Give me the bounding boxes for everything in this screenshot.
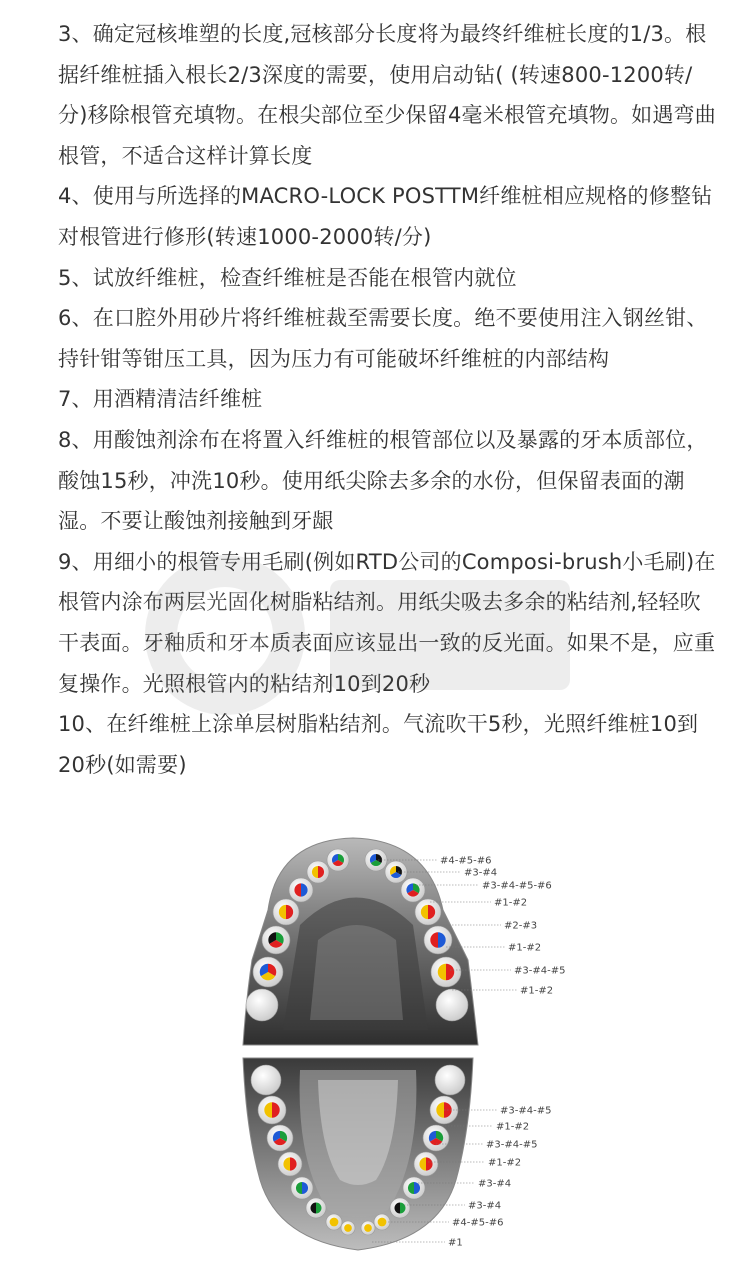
lower-tooth-right [403, 1177, 425, 1199]
dot-segment [330, 1218, 339, 1227]
upper-tooth-left [253, 957, 283, 987]
callout-label-upper: #2-#3 [504, 920, 538, 932]
step-8: 8、用酸蚀剂涂布在将置入纤维桩的根管部位以及暴露的牙本质部位，酸蚀15秒，冲洗10秒。使用纸尖除去多余的水份，但保留表面的潮湿。不要让酸蚀剂接触到牙龈 [58, 427, 708, 534]
upper-tooth-left [289, 878, 313, 902]
dot-segment [344, 1224, 352, 1232]
lower-tooth-left [341, 1221, 355, 1235]
upper-tooth-left [262, 926, 290, 954]
step-3: 3、确定冠核堆塑的长度,冠核部分长度将为最终纤维桩长度的1/3。根据纤维桩插入根长2/3深度的需要，使用启动钻( (转速800-1200转/分)移除根管充填物。在根尖部位至少保留4毫米根管充填物。如遇弯曲根管，不适合这样计算长度 [58, 22, 716, 168]
callout-label-lower: #3-#4-#5 [500, 1105, 552, 1117]
lower-tooth-left [278, 1152, 302, 1176]
dot-segment [364, 1224, 372, 1232]
callout-label-lower: #1 [448, 1237, 463, 1249]
lower-tooth-left [267, 1125, 293, 1151]
upper-tooth-left [307, 861, 329, 883]
instruction-text [58, 14, 718, 785]
upper-tooth-right [365, 849, 387, 871]
lower-tooth-right [435, 1065, 465, 1095]
upper-tooth-right [385, 861, 407, 883]
callout-label-upper: #1-#2 [508, 942, 542, 954]
upper-tooth-left [327, 849, 349, 871]
lower-tooth-left [251, 1065, 281, 1095]
lower-tooth-left [326, 1214, 342, 1230]
dot-segment [378, 1218, 387, 1227]
callout-label-upper: #1-#2 [520, 985, 554, 997]
callout-label-upper: #3-#4-#5 [514, 965, 566, 977]
callout-label-upper: #3-#4 [464, 867, 498, 879]
step-9: 9、用细小的根管专用毛刷(例如RTD公司的Composi-brush小毛刷)在根管内涂布两层光固化树脂粘结剂。用纸尖吸去多余的粘结剂,轻轻吹干表面。牙釉质和牙本质表面应该显出一致的反光面。如果不是，应重复操作。光照根管内的粘结剂10到20秒 [58, 549, 716, 696]
lower-tooth-left [258, 1096, 286, 1124]
dental-arch-diagram [238, 830, 578, 1260]
step-5: 5、试放纤维桩，检查纤维桩是否能在根管内就位 [58, 265, 517, 290]
lower-tooth-left [306, 1198, 326, 1218]
lower-tooth-right [390, 1198, 410, 1218]
lower-tooth-left [291, 1177, 313, 1199]
lower-tooth-right [414, 1152, 438, 1176]
callout-label-upper: #4-#5-#6 [440, 855, 492, 867]
callout-label-lower: #3-#4-#5 [486, 1139, 538, 1151]
callout-label-upper: #3-#4-#5-#6 [482, 880, 552, 892]
callout-label-upper: #1-#2 [494, 897, 528, 909]
step-10: 10、在纤维桩上涂单层树脂粘结剂。气流吹干5秒，光照纤维桩10到20秒(如需要) [58, 712, 699, 777]
step-4: 4、使用与所选择的MACRO-LOCK POSTTM纤维桩相应规格的修整钻对根管进行修形(转速1000-2000转/分) [58, 184, 713, 249]
upper-tooth-right [415, 899, 441, 925]
upper-tooth-right [431, 957, 461, 987]
callout-label-lower: #1-#2 [488, 1157, 522, 1169]
step-7: 7、用酒精清洁纤维桩 [58, 387, 263, 412]
callout-label-lower: #4-#5-#6 [452, 1217, 504, 1229]
upper-tooth-left [273, 899, 299, 925]
lower-tooth-right [361, 1221, 375, 1235]
lower-tooth-right [423, 1125, 449, 1151]
upper-tooth-right [424, 926, 452, 954]
callout-label-lower: #3-#4 [478, 1178, 512, 1190]
callout-label-lower: #1-#2 [496, 1121, 530, 1133]
lower-tooth-right [374, 1214, 390, 1230]
step-6: 6、在口腔外用砂片将纤维桩裁至需要长度。绝不要使用注入钢丝钳、持针钳等钳压工具，因为压力有可能破坏纤维桩的内部结构 [58, 306, 708, 371]
upper-tooth-left [246, 989, 278, 1021]
callout-label-lower: #3-#4 [468, 1200, 502, 1212]
upper-tooth-right [436, 989, 468, 1021]
upper-tooth-right [401, 878, 425, 902]
